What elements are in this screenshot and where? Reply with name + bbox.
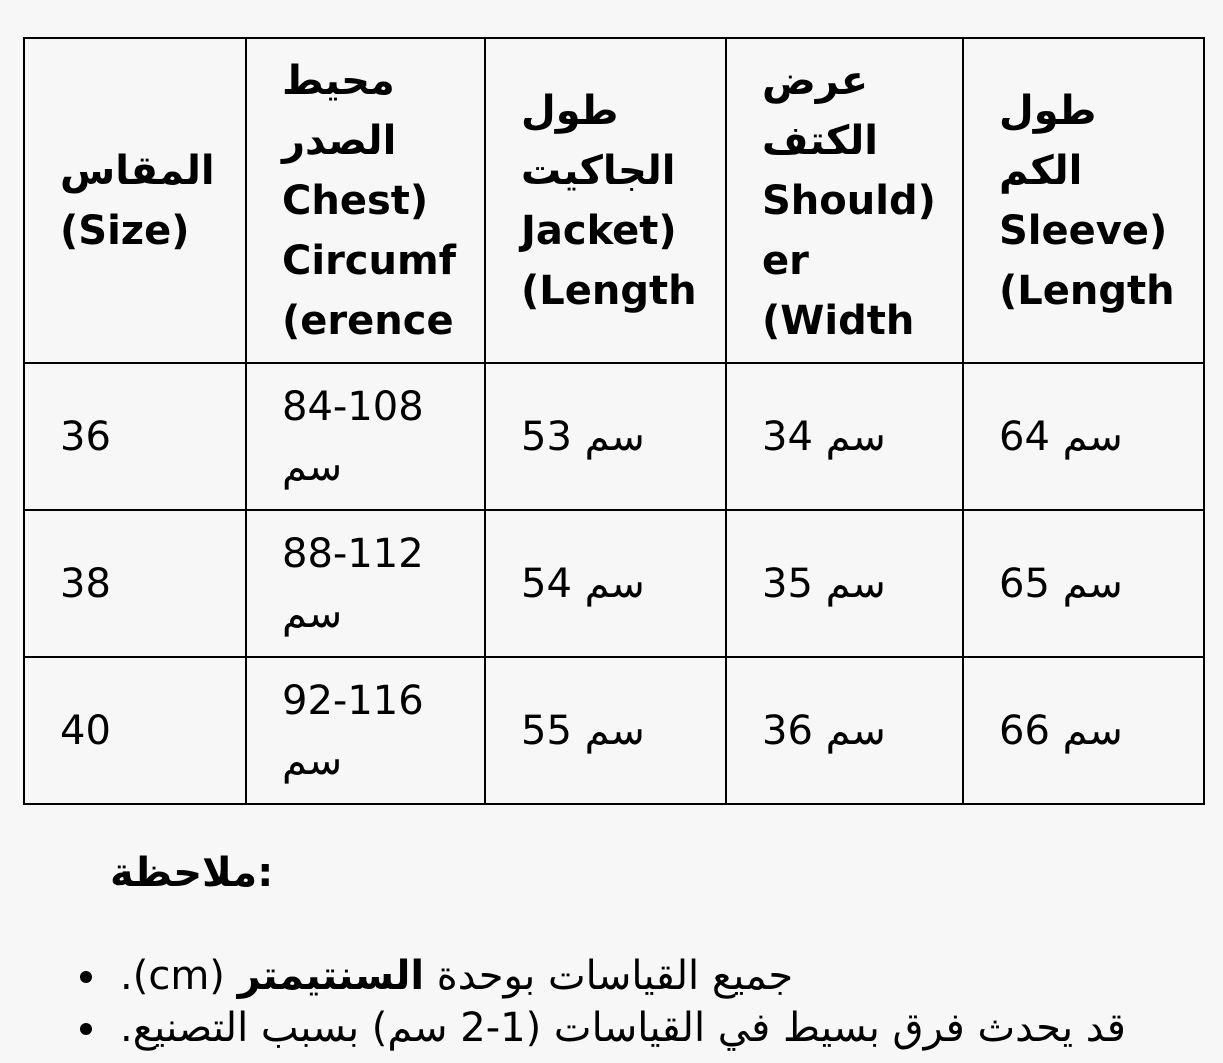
cell-chest: 84-108 سم xyxy=(246,363,485,510)
cell-size: 36 xyxy=(24,363,246,510)
bullet-icon xyxy=(80,1023,92,1035)
cell-size: 38 xyxy=(24,510,246,657)
cell-jacket-length: 54 سم xyxy=(485,510,726,657)
cell-sleeve: 65 سم xyxy=(963,510,1204,657)
cell-shoulder: 35 سم xyxy=(726,510,963,657)
header-size: المقاس (Size) xyxy=(24,38,246,363)
cell-shoulder: 34 سم xyxy=(726,363,963,510)
header-jacket-length: طول الجاكيت Jacket) (Length xyxy=(485,38,726,363)
cell-sleeve: 64 سم xyxy=(963,363,1204,510)
table-row xyxy=(24,657,1204,804)
note-text: جميع القياسات بوحدة السنتيمتر (cm). xyxy=(120,953,794,999)
note-title: ملاحظة: xyxy=(110,850,274,896)
cell-sleeve: 66 سم xyxy=(963,657,1204,804)
header-sleeve-length: طول الكم Sleeve) (Length xyxy=(963,38,1204,363)
notes-list xyxy=(40,950,1170,1054)
note-text: قد يحدث فرق بسيط في القياسات (1-2 سم) بسبب التصنيع. xyxy=(120,1005,1126,1051)
cell-shoulder: 36 سم xyxy=(726,657,963,804)
header-shoulder-width: عرض الكتف Should) er (Width xyxy=(726,38,963,363)
header-chest-circumference: محيط الصدر Chest) Circumf (erence xyxy=(246,38,485,363)
table-row xyxy=(24,363,1204,510)
cell-jacket-length: 55 سم xyxy=(485,657,726,804)
list-item xyxy=(40,950,1170,1002)
bullet-icon xyxy=(80,971,92,983)
size-chart-table xyxy=(23,37,1205,805)
table-row xyxy=(24,510,1204,657)
list-item xyxy=(40,1002,1170,1054)
cell-chest: 92-116 سم xyxy=(246,657,485,804)
cell-size: 40 xyxy=(24,657,246,804)
cell-chest: 88-112 سم xyxy=(246,510,485,657)
cell-jacket-length: 53 سم xyxy=(485,363,726,510)
table-header-row xyxy=(24,38,1204,363)
